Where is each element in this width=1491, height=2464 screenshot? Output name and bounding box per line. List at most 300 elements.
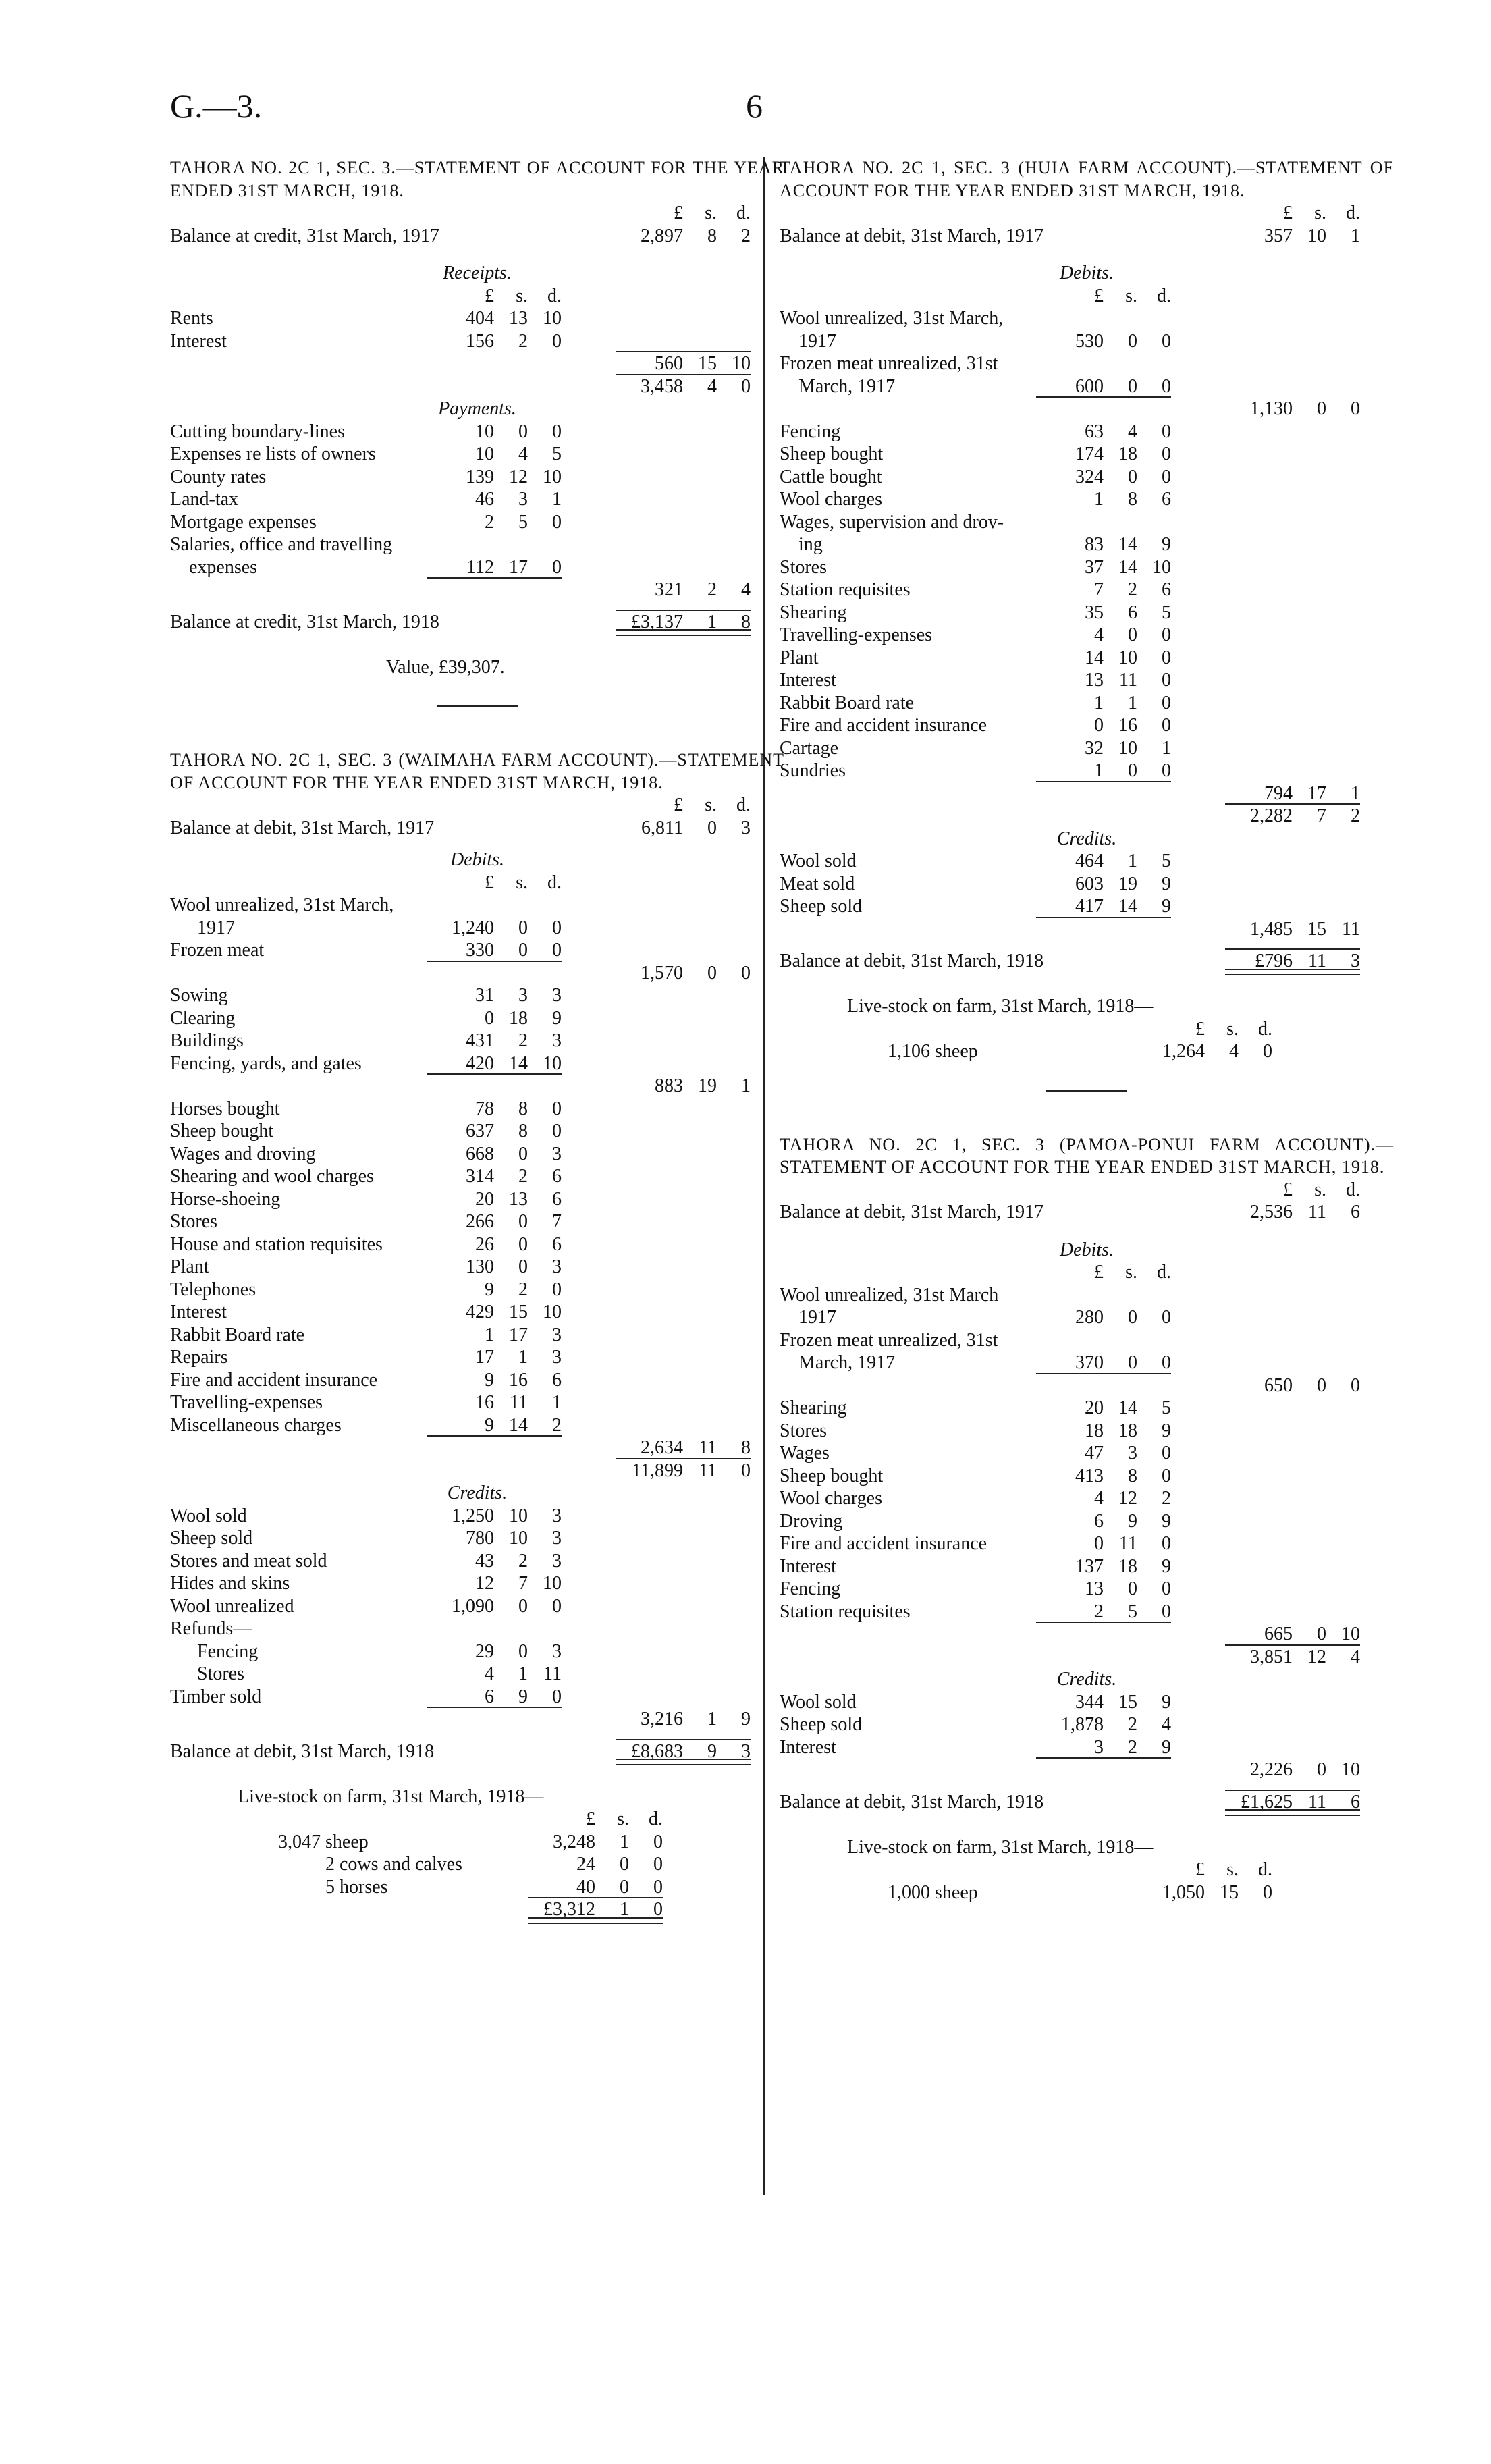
statement-title: TAHORA NO. 2C 1, SEC. 3.—STATEMENT OF ACCOUNT FOR THE YEAR ENDED 31ST MARCH, 1918. <box>170 158 784 200</box>
table-row <box>780 850 1394 873</box>
amount <box>1036 1691 1171 1714</box>
amount <box>1036 1736 1171 1759</box>
pence: 1 <box>741 1075 751 1096</box>
row-label: Interest <box>780 1555 836 1577</box>
table-row <box>780 737 1394 760</box>
pence: 0 <box>653 1899 663 1920</box>
pence: 0 <box>1162 330 1171 352</box>
pounds: 266 <box>466 1211 494 1232</box>
table-row <box>170 1165 784 1188</box>
pence: 10 <box>543 1573 562 1594</box>
pounds: 137 <box>1075 1555 1104 1577</box>
pence: 6 <box>552 1233 562 1255</box>
pounds: 18 <box>1085 1420 1104 1441</box>
amount <box>1036 669 1171 692</box>
pounds: 404 <box>466 308 494 329</box>
amount <box>427 1369 562 1392</box>
double-rule <box>616 1759 751 1765</box>
table-row <box>170 488 784 511</box>
pounds: 1,090 <box>452 1595 494 1617</box>
amount <box>427 1052 562 1075</box>
pounds: 83 <box>1085 534 1104 555</box>
pounds: 3,248 <box>553 1831 595 1852</box>
shillings: 11 <box>1119 670 1137 691</box>
table-row <box>170 375 784 398</box>
row-label: Shearing <box>780 1397 847 1418</box>
row-label: Miscellaneous charges <box>170 1414 342 1436</box>
group-heading: Credits. <box>447 1482 508 1503</box>
table-row <box>170 1505 784 1528</box>
row-label: Interest <box>170 1302 227 1322</box>
amount <box>427 1595 562 1618</box>
currency-header-cells <box>1137 1858 1272 1881</box>
pounds: 2,536 <box>1250 1202 1293 1223</box>
shillings: 8 <box>707 225 717 246</box>
pence: 0 <box>1162 692 1171 714</box>
row-label: ing <box>798 534 823 555</box>
pounds: 668 <box>466 1143 494 1164</box>
table-row <box>780 533 1394 556</box>
row-label: Salaries, office and travelling <box>170 534 393 555</box>
pence: 0 <box>552 1686 562 1707</box>
rule <box>616 351 751 352</box>
table-row <box>780 443 1394 466</box>
livestock-heading: Live-stock on farm, 31st March, 1918— <box>847 996 1154 1017</box>
table-row <box>170 1143 784 1166</box>
row-label: County rates <box>170 466 267 487</box>
row-label: Cutting boundary-lines <box>170 421 345 442</box>
table-row <box>780 1487 1394 1510</box>
row-label: Cartage <box>780 737 839 759</box>
table-row <box>170 1663 784 1686</box>
shillings: 0 <box>518 1256 528 1277</box>
table-row <box>170 1831 784 1854</box>
row-label: Wool sold <box>170 1505 247 1526</box>
row-label: Balance at debit, 31st March, 1917 <box>170 817 435 838</box>
shillings: 19 <box>1118 873 1137 894</box>
row-label: Rents <box>170 308 213 329</box>
row-label: Wool unrealized, 31st March <box>780 1284 999 1306</box>
table-row <box>170 1595 784 1618</box>
table-row <box>780 692 1394 715</box>
currency-header-cells <box>616 794 751 817</box>
pounds: 417 <box>1075 896 1104 917</box>
row-label: Stores <box>197 1663 244 1684</box>
pounds: 1,130 <box>1250 398 1293 419</box>
pence: 8 <box>741 1437 751 1458</box>
shillings: 0 <box>518 421 528 442</box>
amount <box>616 375 751 398</box>
amount <box>1225 1374 1360 1397</box>
pounds: 3,458 <box>641 375 683 397</box>
amount <box>1137 1881 1272 1904</box>
table-row <box>780 1374 1394 1397</box>
table-row <box>170 1686 784 1709</box>
table-row <box>170 1459 784 1482</box>
amount <box>1036 1397 1171 1420</box>
pence: 0 <box>552 511 562 533</box>
pounds: 1 <box>1094 760 1104 781</box>
currency-header <box>780 1261 1394 1284</box>
table-row <box>780 330 1394 353</box>
table-row <box>780 1201 1394 1224</box>
group-heading: Credits. <box>1056 828 1117 849</box>
statement-title: TAHORA NO. 2C 1, SEC. 3 (PAMOA-PONUI FARM ACCOUNT).—STATEMENT OF ACCOUNT FOR THE YEAR ENDED 31ST MARCH, 1918. <box>780 1134 1394 1177</box>
table-row <box>780 1397 1394 1420</box>
pence: 3 <box>741 817 751 838</box>
amount <box>616 225 751 248</box>
row-label: Expenses re lists of owners <box>170 444 376 464</box>
shillings: 8 <box>518 1121 528 1142</box>
shillings: 2 <box>518 330 528 352</box>
pence: 0 <box>552 1595 562 1617</box>
pence: 0 <box>653 1854 663 1875</box>
pence: 10 <box>732 353 751 374</box>
currency-header <box>780 202 1394 225</box>
row-label: 1,000 sheep <box>888 1881 978 1903</box>
pence: 0 <box>1162 760 1171 781</box>
livestock-heading: Live-stock on farm, 31st March, 1918— <box>847 1836 1154 1858</box>
spacer <box>170 1763 784 1786</box>
rule <box>427 1707 562 1708</box>
pounds: 665 <box>1264 1624 1293 1644</box>
shillings: 0 <box>1128 375 1137 397</box>
row-label: Wages and droving <box>170 1143 316 1164</box>
pounds: 0 <box>1094 1533 1104 1554</box>
pounds: 1,264 <box>1162 1041 1205 1062</box>
shillings: 11 <box>1119 1533 1137 1554</box>
shillings: 0 <box>1128 330 1137 352</box>
currency-header <box>780 1179 1394 1202</box>
shillings: 0 <box>1128 760 1137 781</box>
table-row <box>170 1098 784 1121</box>
pence: 10 <box>1341 1624 1360 1644</box>
amount <box>1225 1201 1360 1224</box>
amount <box>1036 873 1171 896</box>
amount <box>1036 1510 1171 1533</box>
group-heading: Debits. <box>1059 263 1114 284</box>
pence: 7 <box>552 1211 562 1232</box>
amount <box>427 1279 562 1302</box>
pence: 6 <box>552 1369 562 1391</box>
pence: 0 <box>1162 624 1171 645</box>
currency-header-cells <box>427 872 562 894</box>
shillings: 18 <box>1118 444 1137 464</box>
table-row <box>780 398 1394 421</box>
pence: 10 <box>543 1302 562 1322</box>
pounds: 26 <box>475 1233 494 1255</box>
pence: 0 <box>1162 1352 1171 1373</box>
amount <box>427 1572 562 1595</box>
spacer <box>170 734 784 749</box>
pounds: 16 <box>475 1392 494 1413</box>
currency-header <box>170 202 784 225</box>
row-label: Balance at debit, 31st March, 1918 <box>780 1791 1044 1813</box>
row-label: March, 1917 <box>798 375 896 397</box>
shillings: 2 <box>1128 579 1137 600</box>
table-row <box>780 466 1394 489</box>
double-rule <box>616 629 751 636</box>
pence: 3 <box>552 1550 562 1572</box>
table-row <box>780 759 1394 782</box>
row-label: Horses bought <box>170 1098 280 1119</box>
pounds: 1,050 <box>1162 1881 1205 1903</box>
row-label: Frozen meat unrealized, 31st <box>780 1329 998 1351</box>
table-row <box>170 1029 784 1052</box>
amount <box>1225 1623 1360 1646</box>
pence: 2 <box>741 225 751 246</box>
pounds: 47 <box>1085 1443 1104 1464</box>
value-note: Value, £39,307. <box>386 656 505 678</box>
shillings: 16 <box>1118 715 1137 736</box>
row-label: 1,106 sheep <box>888 1041 978 1062</box>
pence: 0 <box>1263 1881 1272 1903</box>
currency-unit: d. <box>1157 1262 1171 1283</box>
shillings: 0 <box>707 817 717 838</box>
row-label: Repairs <box>170 1347 228 1368</box>
amount <box>1137 1040 1272 1063</box>
pence: 0 <box>653 1876 663 1898</box>
currency-unit: s. <box>1125 1262 1137 1283</box>
pence: 8 <box>741 611 751 633</box>
pence: 0 <box>741 962 751 984</box>
amount <box>1036 692 1171 715</box>
amount <box>427 1527 562 1550</box>
rule <box>1036 396 1171 398</box>
shillings: 10 <box>1118 647 1137 668</box>
pence: 3 <box>552 1030 562 1051</box>
pence: 11 <box>543 1663 562 1684</box>
pence: 3 <box>552 1256 562 1277</box>
pounds: 4 <box>1094 624 1104 645</box>
amount <box>427 1324 562 1347</box>
pounds: 780 <box>466 1528 494 1549</box>
rule <box>1225 1644 1360 1646</box>
amount <box>1036 443 1171 466</box>
table-row <box>170 1550 784 1573</box>
table-row <box>170 1301 784 1324</box>
table-row <box>170 917 784 940</box>
amount <box>1036 579 1171 601</box>
row-label: Sheep bought <box>780 1465 884 1487</box>
table-row <box>170 939 784 962</box>
pounds: 600 <box>1075 375 1104 397</box>
table-row <box>170 533 784 556</box>
shillings: 0 <box>518 917 528 938</box>
pence: 0 <box>1162 1533 1171 1554</box>
livestock-heading: Live-stock on farm, 31st March, 1918— <box>238 1786 544 1807</box>
pounds: 794 <box>1264 782 1293 804</box>
pounds: 431 <box>466 1030 494 1051</box>
row-label: Wool charges <box>780 489 882 510</box>
amount <box>528 1876 663 1899</box>
amount <box>427 1414 562 1437</box>
row-label: Balance at debit, 31st March, 1918 <box>780 950 1044 971</box>
pounds: 130 <box>466 1256 494 1277</box>
amount <box>427 984 562 1007</box>
shillings: 14 <box>1118 534 1137 555</box>
pounds: 17 <box>475 1347 494 1368</box>
table-row <box>170 1708 784 1731</box>
rule <box>1036 917 1171 918</box>
amount <box>616 1459 751 1482</box>
section-divider <box>1046 1090 1127 1092</box>
pence: 3 <box>552 1640 562 1662</box>
shillings: 15 <box>1307 918 1326 940</box>
shillings: 4 <box>518 444 528 464</box>
amount <box>528 1831 663 1854</box>
table-row <box>170 1617 784 1640</box>
row-label: Travelling-expenses <box>780 624 933 645</box>
pounds: 156 <box>466 330 494 352</box>
pounds: 9 <box>485 1279 494 1300</box>
currency-header-cells <box>1036 1261 1171 1284</box>
row-label: Balance at debit, 31st March, 1917 <box>780 225 1044 246</box>
rule <box>1225 948 1360 950</box>
spacer <box>170 839 784 849</box>
row-label: Sheep sold <box>780 896 863 917</box>
amount <box>616 352 751 375</box>
row-label: Balance at credit, 31st March, 1917 <box>170 225 439 246</box>
shillings: 0 <box>620 1876 629 1898</box>
amount <box>1036 1465 1171 1488</box>
pounds: 603 <box>1075 873 1104 894</box>
shillings: 2 <box>1128 1714 1137 1735</box>
spacer <box>780 1813 1394 1836</box>
amount <box>1036 1532 1171 1555</box>
shillings: 9 <box>1128 1510 1137 1532</box>
amount <box>1036 1306 1171 1329</box>
table-row <box>170 1640 784 1663</box>
rule <box>616 1458 751 1459</box>
table-row <box>780 1691 1394 1714</box>
table-row <box>780 1532 1394 1555</box>
amount <box>427 488 562 511</box>
pounds: 357 <box>1264 225 1293 246</box>
currency-unit: d. <box>547 285 562 306</box>
group-heading: Payments. <box>438 398 516 419</box>
currency-unit: d. <box>1346 1179 1360 1200</box>
shillings: 2 <box>707 579 717 600</box>
amount <box>1036 714 1171 737</box>
row-label: Interest <box>170 330 227 352</box>
currency-unit: £ <box>586 1809 595 1829</box>
row-label: Plant <box>780 647 819 668</box>
amount <box>427 917 562 940</box>
table-row <box>170 1188 784 1211</box>
pounds: 420 <box>466 1052 494 1074</box>
table-row <box>780 624 1394 647</box>
pence: 3 <box>741 1740 751 1762</box>
rule <box>616 1739 751 1740</box>
pence: 10 <box>1341 1759 1360 1780</box>
currency-unit: s. <box>1125 285 1137 306</box>
shillings: 1 <box>620 1899 629 1920</box>
pounds: 2,897 <box>641 225 683 246</box>
row-label: Shearing <box>780 601 847 623</box>
currency-unit: d. <box>1258 1018 1272 1040</box>
rule <box>1036 1757 1171 1759</box>
table-row <box>780 895 1394 918</box>
pence: 1 <box>1351 225 1360 246</box>
pence: 0 <box>552 421 562 442</box>
table-row <box>170 1052 784 1075</box>
shillings: 18 <box>1118 1555 1137 1577</box>
table-row <box>780 873 1394 896</box>
table-row <box>170 1527 784 1550</box>
shillings: 0 <box>518 1595 528 1617</box>
table-row <box>780 714 1394 737</box>
pounds: 20 <box>475 1188 494 1210</box>
pounds: 1 <box>1094 489 1104 510</box>
shillings: 4 <box>1229 1041 1239 1062</box>
pence: 9 <box>1162 1510 1171 1532</box>
shillings: 11 <box>1308 1202 1326 1223</box>
amount <box>427 1301 562 1324</box>
table-row <box>170 1876 784 1899</box>
row-label: Interest <box>780 670 836 691</box>
shillings: 14 <box>1118 896 1137 917</box>
row-label: Wool sold <box>780 851 857 872</box>
row-label: Rabbit Board rate <box>780 692 915 714</box>
pounds: 4 <box>1094 1488 1104 1509</box>
shillings: 0 <box>518 940 528 961</box>
amount <box>1036 601 1171 624</box>
currency-header <box>780 1858 1394 1881</box>
spacer <box>780 1224 1394 1239</box>
pence: 0 <box>552 1279 562 1300</box>
amount <box>1036 624 1171 647</box>
pence: 0 <box>1162 1443 1171 1464</box>
pence: 0 <box>552 330 562 352</box>
rule <box>1036 1373 1171 1374</box>
currency-header <box>780 1018 1394 1041</box>
spacer <box>170 247 784 262</box>
amount <box>1036 1713 1171 1736</box>
pounds: 2,226 <box>1250 1759 1293 1780</box>
currency-unit: s. <box>516 285 528 306</box>
row-label: Sheep bought <box>780 444 884 464</box>
shillings: 19 <box>698 1075 717 1096</box>
shillings: 5 <box>1128 1601 1137 1622</box>
amount <box>1036 737 1171 760</box>
currency-unit: d. <box>1157 285 1171 306</box>
table-row <box>780 1759 1394 1782</box>
group-heading: Debits. <box>450 849 505 870</box>
row-label: Frozen meat <box>170 940 265 961</box>
pounds: 7 <box>1094 579 1104 600</box>
table-row <box>780 375 1394 398</box>
table-row <box>780 1555 1394 1578</box>
amount <box>1036 1601 1171 1624</box>
amount <box>528 1853 663 1876</box>
currency-header <box>780 285 1394 308</box>
row-label: Fire and accident insurance <box>170 1369 378 1391</box>
currency-unit: s. <box>1226 1859 1239 1880</box>
row-label: Travelling-expenses <box>170 1392 323 1413</box>
table-row <box>170 1898 784 1921</box>
table-row <box>170 443 784 466</box>
table-row <box>170 1853 784 1876</box>
rule <box>1036 781 1171 782</box>
table-row <box>780 556 1394 579</box>
amount <box>427 1640 562 1663</box>
pounds: 139 <box>466 466 494 487</box>
shillings: 0 <box>620 1854 629 1875</box>
pounds: 2 <box>485 511 494 533</box>
pence: 0 <box>1162 444 1171 464</box>
table-row <box>170 466 784 489</box>
